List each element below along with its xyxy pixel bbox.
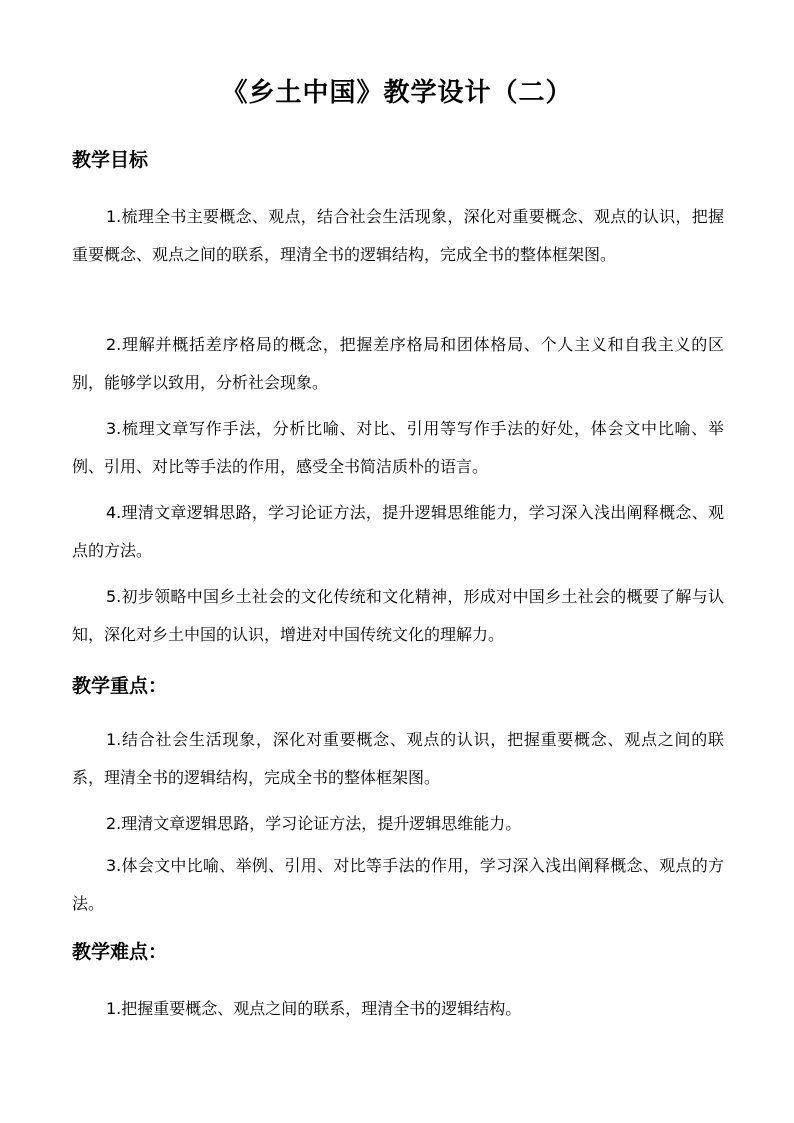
document-title: 《乡土中国》教学设计（二） [221,78,573,108]
key-point-item-2: 2.理清文章逻辑思路，学习论证方法，提升逻辑思维能力。 [106,814,522,833]
key-point-item-3: 3.体会文中比喻、举例、引用、对比等手法的作用，学习深入浅出阐释概念、观点的方法。 [72,856,724,913]
objective-item-2: 2.理解并概括差序格局的概念，把握差序格局和团体格局、个人主义和自我主义的区别，能够学以致用，分析社会现象。 [72,335,724,392]
objective-item-4: 4.理清文章逻辑思路，学习论证方法，提升逻辑思维能力，学习深入浅出阐释概念、观点的方法。 [72,503,724,560]
section-heading-difficulties: 教学难点： [72,941,168,963]
difficulty-item-1: 1.把握重要概念、观点之间的联系，理清全书的逻辑结构。 [106,999,522,1018]
objective-item-3: 3.梳理文章写作手法，分析比喻、对比、引用等写作手法的好处，体会文中比喻、举例、引用、对比等手法的作用，感受全书简洁质朴的语言。 [72,419,724,476]
section-heading-objectives: 教学目标 [72,149,149,171]
objective-item-5: 5.初步领略中国乡土社会的文化传统和文化精神，形成对中国乡土社会的概要了解与认知，深化对乡土中国的认识，增进对中国传统文化的理解力。 [72,587,724,644]
objective-item-1: 1.梳理全书主要概念、观点，结合社会生活现象，深化对重要概念、观点的认识，把握重要概念、观点之间的联系，理清全书的逻辑结构，完成全书的整体框架图。 [72,207,724,264]
section-heading-key-points: 教学重点： [72,675,168,697]
key-point-item-1: 1.结合社会生活现象，深化对重要概念、观点的认识，把握重要概念、观点之间的联系，理清全书的逻辑结构，完成全书的整体框架图。 [72,730,724,787]
